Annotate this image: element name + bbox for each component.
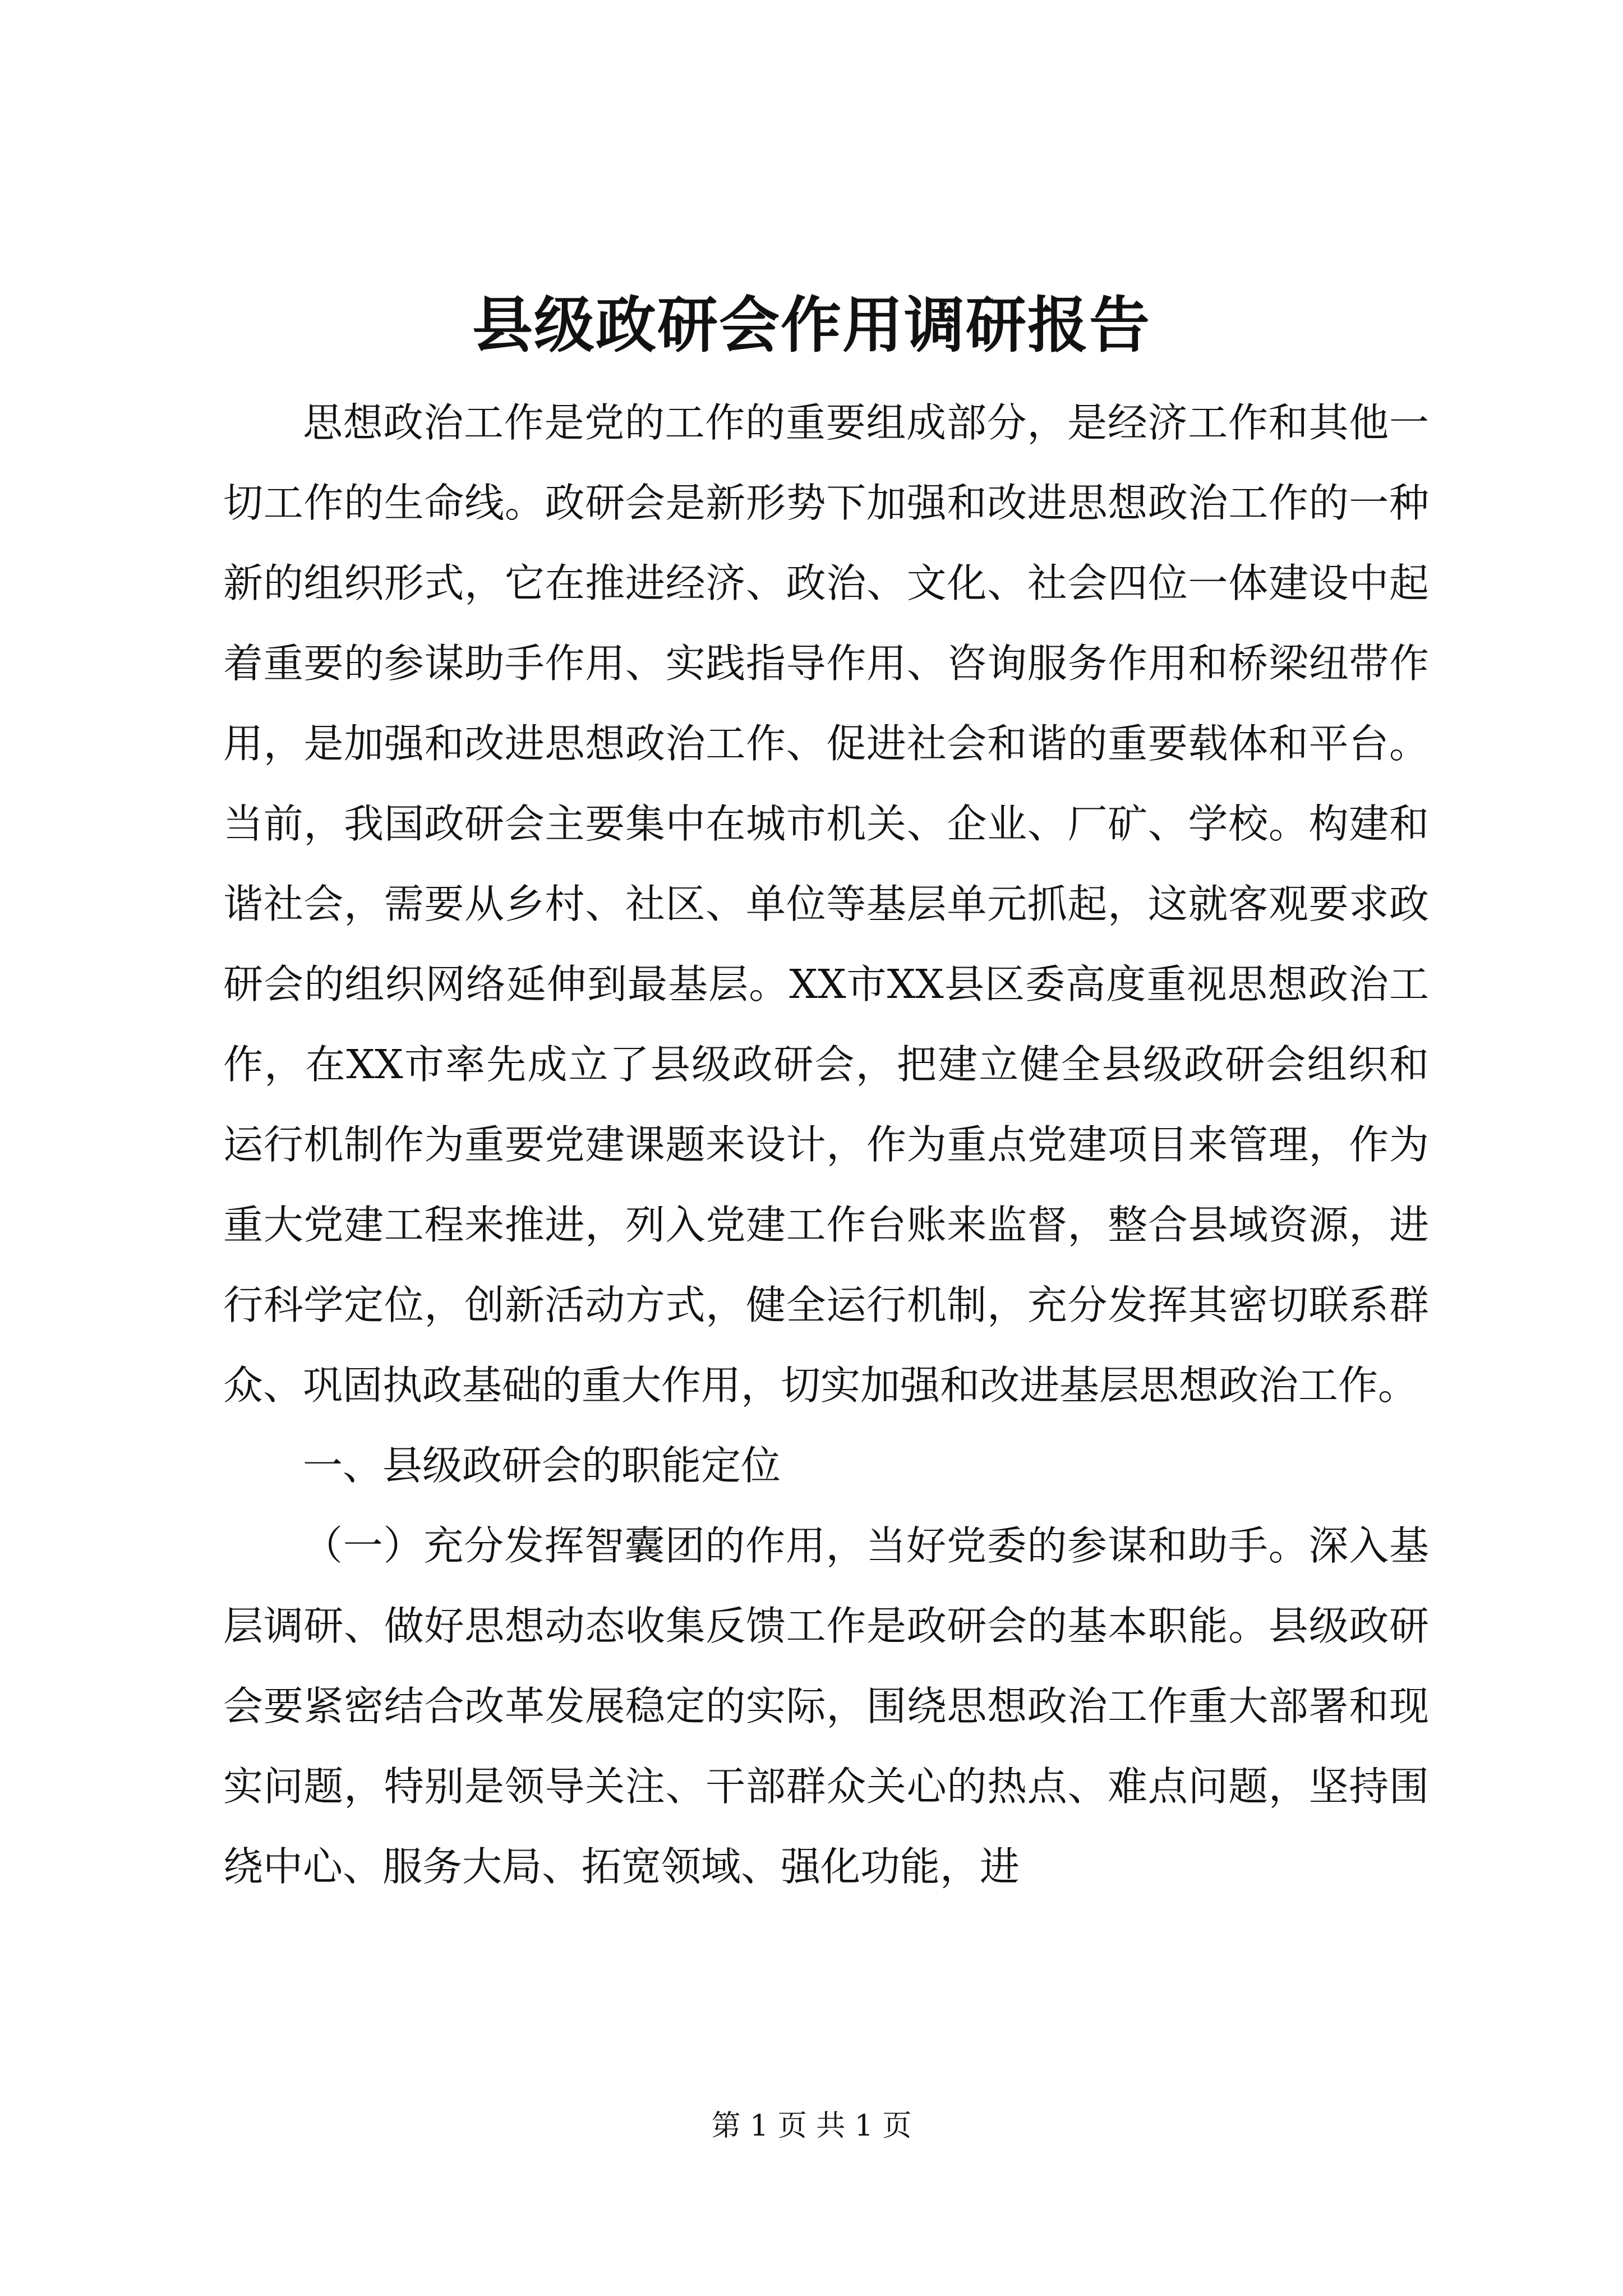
intro-paragraph: 思想政治工作是党的工作的重要组成部分，是经济工作和其他一切工作的生命线。政研会是新形势下加强和改进思想政治工作的一种新的组织形式，它在推进经济、政治、文化、社会四位一体建设中起着重要的参谋助手作用、实践指导作用、咨询服务作用和桥梁纽带作用，是加强和改进思想政治工作、促进社会和谐的重要载体和平台。当前，我国政研会主要集中在城市机关、企业、厂矿、学校。构建和谐社会，需要从乡村、社区、单位等基层单元抓起，这就客观要求政研会的组织网络延伸到最基层。XX市XX县区委高度重视思想政治工作，在XX市率先成立了县级政研会，把建立健全县级政研会组织和运行机制作为重要党建课题来设计，作为重点党建项目来管理，作为重大党建工程来推进，列入党建工作台账来监督，整合县域资源，进行科学定位，创新活动方式，健全运行机制，充分发挥其密切联系群众、巩固执政基础的重大作用，切实加强和改进基层思想政治工作。: [223, 399, 1429, 1409]
subsection-paragraph: （一）充分发挥智囊团的作用，当好党委的参谋和助手。深入基层调研、做好思想动态收集反馈工作是政研会的基本职能。县级政研会要紧密结合改革发展稳定的实际，围绕思想政治工作重大部署和现实问题，特别是领导关注、干部群众关心的热点、难点问题，坚持围绕中心、服务大局、拓宽领域、强化功能，进: [223, 1522, 1429, 1890]
document-body: [223, 383, 1429, 1907]
section-heading: 一、县级政研会的职能定位: [303, 1442, 781, 1489]
document-title: 县级政研会作用调研报告: [472, 290, 1151, 361]
page-footer: 第 1 页 共 1 页: [711, 2109, 912, 2143]
